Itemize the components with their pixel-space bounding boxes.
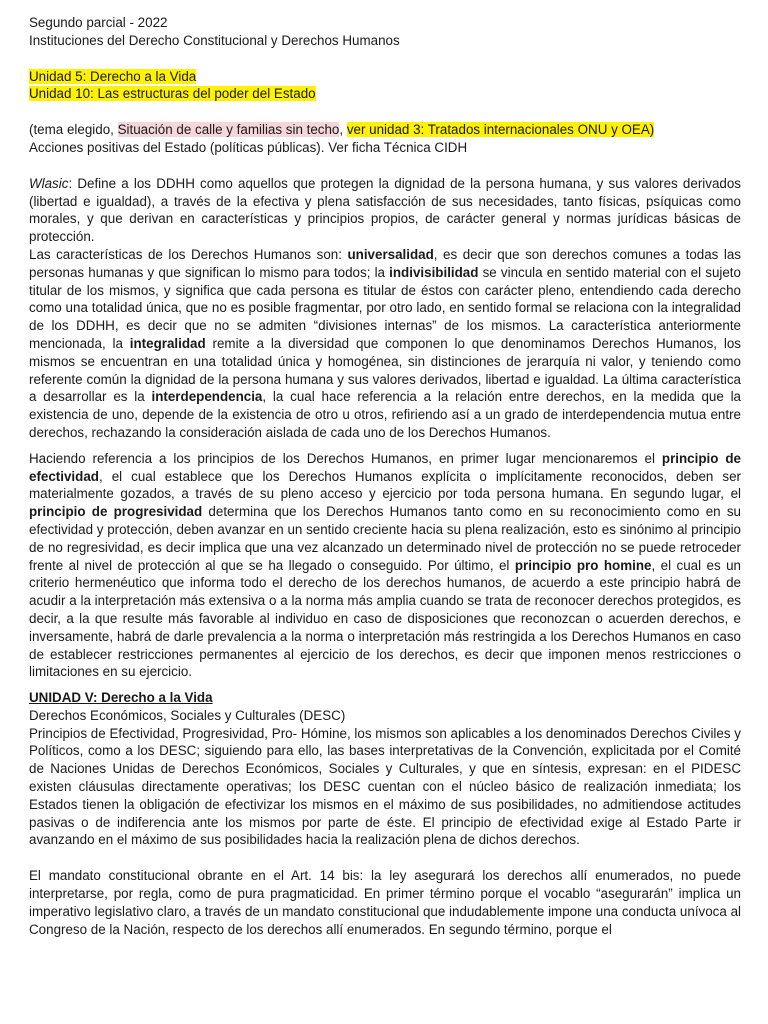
p3-seg: , el cual es un criterio hermenéutico que informa todo el derecho de los derechos humanos, de acuerdo a este principio habrá de acudir a la interpretación más extensiva o a la norma más amplia cuando se trata de reconocer derechos protegidos, es decir, a la que resulte más favorable al individuo en caso de disposiciones que reconozcan o acuerden derechos, e inversamente, habrá de darle prevalencia a la norma o interpretación más restringida a los Derechos Humanos en caso de establecer restricciones permanentes al ejercicio de los derechos, es decir que imponen menos restricciones o limitaciones en su ejercicio. bbox=[29, 557, 741, 680]
term-principio-pro-homine: principio pro homine bbox=[514, 557, 652, 573]
p2-seg: se vincula en sentido material con el sujeto titular de los mismos, y significa que cada persona es titular de éstos con carácter pleno, entendiendo cada derecho como una totalidad única, que no es posible fragmentar, por otro lado, en sentido formal se relaciona con la integralidad de los DDHH, es decir que no se admiten “divisiones internas” de los mismos. La característica anteriormente mencionada, la bbox=[29, 264, 741, 351]
section-subheading: Derechos Económicos, Sociales y Culturales (DESC) bbox=[29, 707, 346, 723]
term-universalidad: universalidad bbox=[347, 246, 434, 262]
section-heading: UNIDAD V: Derecho a la Vida bbox=[29, 690, 213, 706]
topic-chosen: Situación de calle y familias sin techo bbox=[117, 122, 340, 138]
term-integralidad: integralidad bbox=[129, 335, 206, 351]
topic-policies: Acciones positivas del Estado (políticas públicas). Ver ficha Técnica CIDH bbox=[29, 139, 468, 155]
paragraph-principles bbox=[29, 450, 741, 681]
paragraph-wlasic-text: : Define a los DDHH como aquellos que protegen la dignidad de la persona humana, y sus valores derivados (libertad e igualdad), a través de la efectiva y plena satisfacción de sus necesidades, tanto físicas, psíquicas como morales, y que derivan en características y principios propios, de carácter general y normas jurídicas básicas de protección. bbox=[29, 175, 741, 245]
topic-sep: , bbox=[339, 122, 347, 138]
term-principio-efectividad: principio de efectividad bbox=[29, 450, 741, 484]
header-line-1: Segundo parcial - 2022 bbox=[29, 15, 168, 30]
p2-seg: , es decir que son derechos comunes a todas las personas humanas y que significan lo mismo para todos; la bbox=[29, 246, 741, 280]
p3-seg: , el cual establece que los Derechos Humanos explícita o implícitamente reconocidos, deben ser materialmente gozados, a través de su pleno acceso y ejercicio por toda persona humana. En segundo lugar, el bbox=[29, 468, 741, 502]
paragraph-art14bis: El mandato constitucional obrante en el Art. 14 bis: la ley asegurará los derechos allí enumerados, no puede interpretarse, por regla, como de pura pragmaticidad. En primer término porque el vocablo “asegurarán” implica un imperativo legislativo claro, a través de un mandato constitucional que indudablemente impone una conducta unívoca al Congreso de la Nación, respecto de los derechos allí enumerados. En segundo término, porque el bbox=[29, 868, 741, 937]
unit10-heading: Unidad 10: Las estructuras del poder del Estado bbox=[29, 86, 316, 102]
topic-line bbox=[29, 121, 741, 139]
header-line-2: Instituciones del Derecho Constitucional y Derechos Humanos bbox=[29, 32, 400, 48]
p2-seg: remite a la diversidad que componen lo que denominamos Derechos Humanos, los mismos se encuentran en una totalidad única y homogénea, sin distinciones de jerarquía ni valor, y teniendo como referente común la dignidad de la persona humana y sus valores derivados, libertad e igualdad. La última característica a desarrollar es la bbox=[29, 335, 741, 405]
topic-unit3-ref: ver unidad 3: Tratados internacionales ONU y OEA) bbox=[346, 122, 655, 138]
paragraph-wlasic bbox=[29, 175, 741, 246]
paragraph-desc: Principios de Efectividad, Progresividad, Pro- Hómine, los mismos son aplicables a los denominados Derechos Civiles y Políticos, como a los DESC; siguiendo para ello, las bases interpretativas de la Convención, explicitada por el Comité de Naciones Unidas de Derechos Económicos, Sociales y Culturales, y que en síntesis, expresan: en el PIDESC existen cláusulas directamente operativas; los DESC cuentan con el núcleo básico de realización inmediata; los Estados tienen la obligación de efectivizar los mismos en el máximo de sus posibilidades, no admitiendose actitudes pasivas o de indiferencia ante los mismos por parte de éste. El principio de efectividad exige al Estado Parte ir avanzando en el máximo de sus posibilidades hacia la realización plena de dichos derechos. bbox=[29, 725, 741, 848]
term-interdependencia: interdependencia bbox=[151, 389, 263, 405]
unit5-heading: Unidad 5: Derecho a la Vida bbox=[29, 68, 197, 84]
topic-prefix: (tema elegido, bbox=[29, 122, 118, 138]
term-indivisibilidad: indivisibilidad bbox=[389, 264, 479, 280]
term-principio-progresividad: principio de progresividad bbox=[29, 504, 203, 520]
author-name: Wlasic bbox=[29, 175, 69, 191]
p2-seg: , la cual hace referencia a la relación entre derechos, en la medida que la existencia de uno, depende de la existencia de otro u otros, refiriendo así a un grado de interdependencia mutua entre derechos, rechazando la consideración aislada de cada uno de los Derechos Humanos. bbox=[29, 389, 742, 440]
p2-seg: Las características de los Derechos Humanos son: bbox=[29, 246, 348, 262]
paragraph-characteristics bbox=[29, 246, 741, 442]
p3-seg: Haciendo referencia a los principios de los Derechos Humanos, en primer lugar mencionaremos el bbox=[29, 450, 662, 466]
p3-seg: determina que los Derechos Humanos tanto como en su reconocimiento como en su efectividad y protección, deben avanzar en un sentido creciente hacia su plena realización, esto es sinónimo al principio de no regresividad, es decir implica que una vez alcanzado un determinado nivel de protección no se puede retroceder frente al nivel de protección al que se ha llegado o conseguido. Por último, el bbox=[29, 504, 742, 573]
